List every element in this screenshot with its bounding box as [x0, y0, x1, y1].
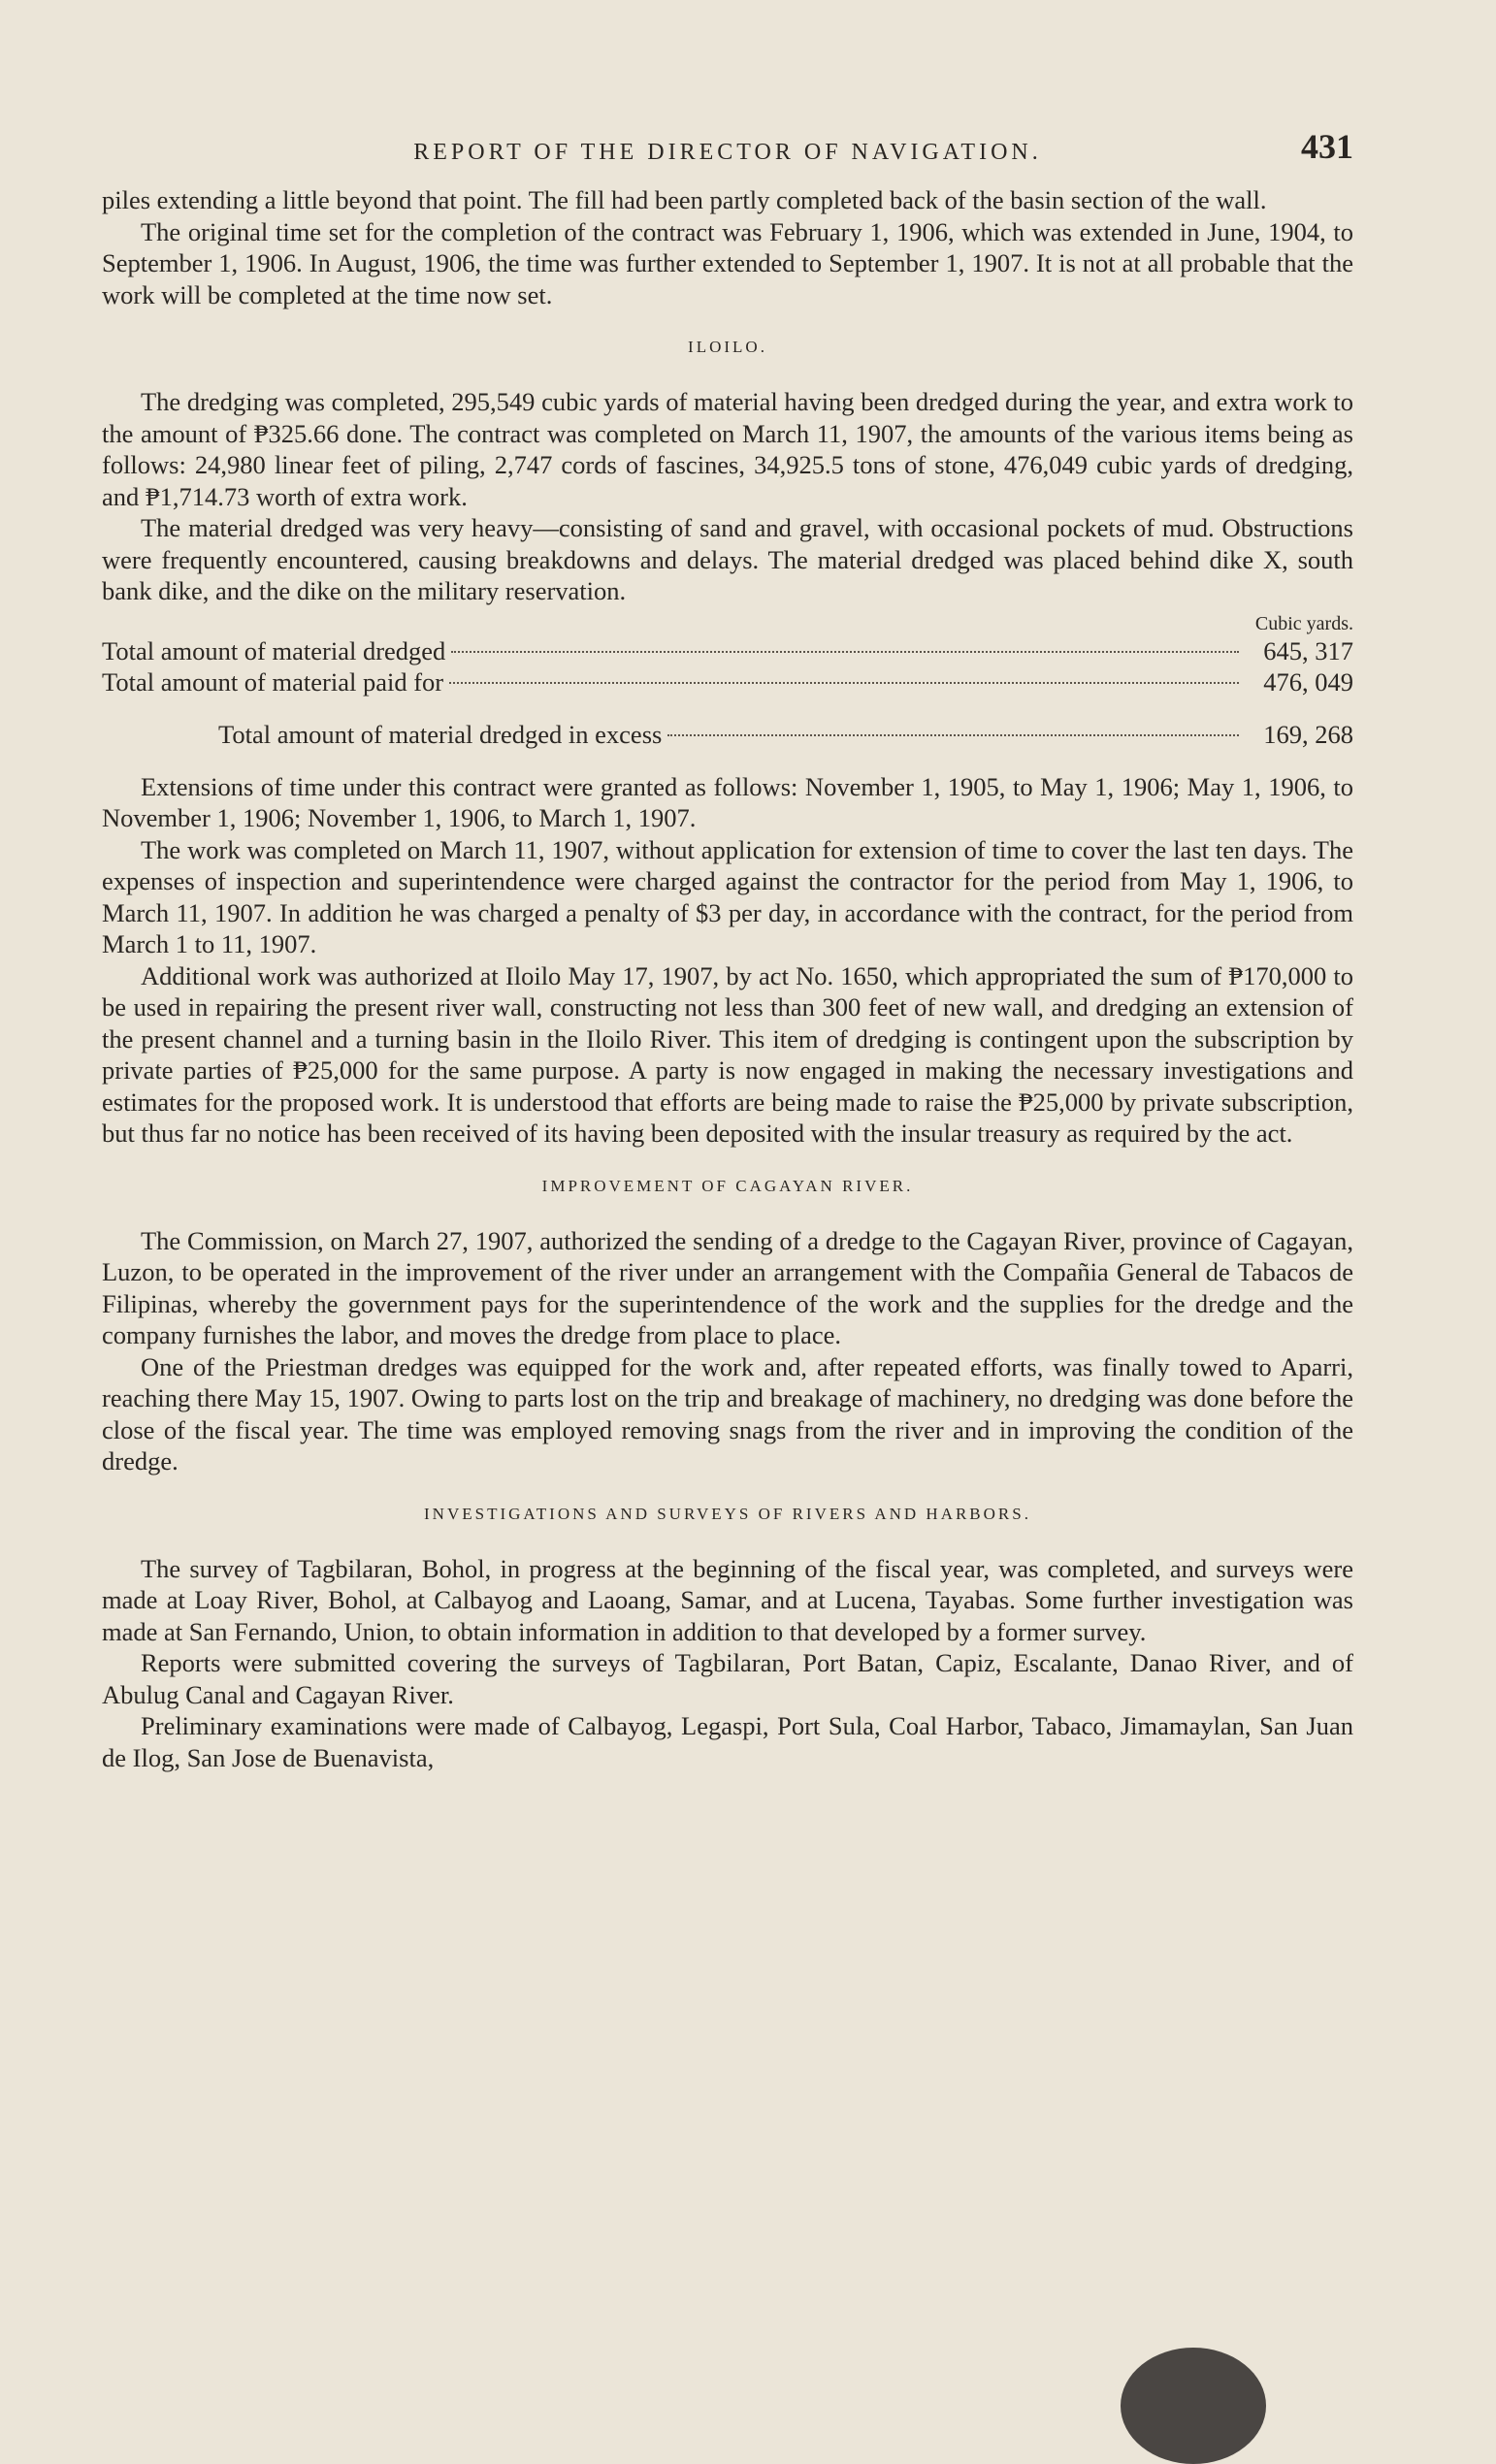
table-row-label: Total amount of material dredged [102, 635, 446, 665]
table-total-row [102, 719, 1353, 750]
paragraph: Reports were submitted covering the surveys of Tagbilaran, Port Batan, Capiz, Escalante, Danao River, and of Abulug Canal and Cagayan River. [102, 1648, 1353, 1709]
paragraph: The work was completed on March 11, 1907, without application for extension of time to cover the last ten days. The expenses of inspection and superintendence were charged against the contractor for the period from May 1, 1906, to March 11, 1907. In addition he was charged a penalty of $3 per day, in accordance with the contract, for the period from March 1 to 11, 1907. [102, 834, 1353, 958]
paragraph: Preliminary examinations were made of Calbayog, Legaspi, Port Sula, Coal Harbor, Tabaco, Jimamaylan, San Juan de Ilog, San Jose de Buenavista, [102, 1711, 1353, 1772]
paragraph: The survey of Tagbilaran, Bohol, in progress at the beginning of the fiscal year, was completed, and surveys were made at Loay River, Bohol, at Calbayog and Laoang, Samar, and at Lucena, Tayabas. Some further investigation was made at San Fernando, Union, to obtain information in addition to that developed by a former survey. [102, 1553, 1353, 1646]
section-heading-cagayan: IMPROVEMENT OF CAGAYAN RIVER. [541, 1176, 914, 1195]
document-page [102, 126, 1353, 1773]
paragraph: One of the Priestman dredges was equipped for the work and, after repeated efforts, was finally towed to Aparri, reaching there May 15, 1907. Owing to parts lost on the trip and breakage of machinery, no dredging was done before the close of the fiscal year. The time was employed removing snags from the river and in improving the condition of the dredge. [102, 1351, 1353, 1475]
leader-dots [667, 734, 1239, 736]
paragraph: piles extending a little beyond that point. The fill had been partly completed back of the basin section of the wall. [102, 185, 1267, 214]
running-title: REPORT OF THE DIRECTOR OF NAVIGATION. [413, 140, 1042, 165]
table-row-value: 645, 317 [1263, 635, 1353, 665]
paragraph: The dredging was completed, 295,549 cubic yards of material having been dredged during the year, and extra work to the amount of ₱325.66 done. The contract was completed on March 11, 1907, the amounts of the various items being as follows: 24,980 linear feet of piling, 2,747 cords of fascines, 34,925.5 tons of stone, 476,049 cubic yards of dredging, and ₱1,714.73 worth of extra work. [102, 387, 1353, 511]
table-unit-label: Cubic yards. [1254, 612, 1353, 634]
table-row-value: 476, 049 [1263, 666, 1353, 697]
paragraph: Extensions of time under this contract were granted as follows: November 1, 1905, to May 1, 1906; May 1, 1906, to November 1, 1906; November 1, 1906, to March 1, 1907. [102, 771, 1353, 832]
table-row [102, 635, 1353, 666]
paragraph: The material dredged was very heavy—consisting of sand and gravel, with occasional pockets of mud. Obstructions were frequently encountered, causing breakdowns and delays. The material dredged was placed behind dike X, south bank dike, and the dike on the military reservation. [102, 513, 1353, 605]
table-row-label: Total amount of material paid for [102, 666, 444, 697]
leader-dots [449, 682, 1239, 684]
scan-stain [1121, 2348, 1266, 2464]
section-heading-iloilo: ILOILO. [688, 338, 767, 356]
table-row [102, 666, 1353, 697]
paragraph: Additional work was authorized at Iloilo May 17, 1907, by act No. 1650, which appropriated the sum of ₱170,000 to be used in repairing the present river wall, constructing not less than 300 feet of new wall, and dredging an extension of the present channel and a turning basin in the Iloilo River. This item of dredging is contingent upon the subscription by private parties of ₱25,000 for the same purpose. A party is now engaged in making the necessary investigations and estimates for the proposed work. It is understood that efforts are being made to raise the ₱25,000 by private subscription, but thus far no notice has been received of its having been deposited with the insular treasury as required by the act. [102, 960, 1353, 1148]
table-total-label: Total amount of material dredged in excess [218, 719, 663, 749]
leader-dots [451, 651, 1239, 653]
page-number: 431 [1301, 127, 1353, 166]
table-total-value: 169, 268 [1263, 719, 1353, 749]
paragraph: The original time set for the completion of the contract was February 1, 1906, which was extended in June, 1904, to September 1, 1906. In August, 1906, the time was further extended to September 1, 1907. It is not at all probable that the work will be completed at the time now set. [102, 216, 1353, 309]
section-heading-investigations: INVESTIGATIONS AND SURVEYS OF RIVERS AND HARBORS. [424, 1504, 1031, 1523]
paragraph: The Commission, on March 27, 1907, authorized the sending of a dredge to the Cagayan River, province of Cagayan, Luzon, to be operated in the improvement of the river under an arrangement with the Compañia General de Tabacos de Filipinas, whereby the government pays for the superintendence of the work and the supplies for the dredge and the company furnishes the labor, and moves the dredge from place to place. [102, 1225, 1353, 1349]
running-head [102, 126, 1353, 184]
